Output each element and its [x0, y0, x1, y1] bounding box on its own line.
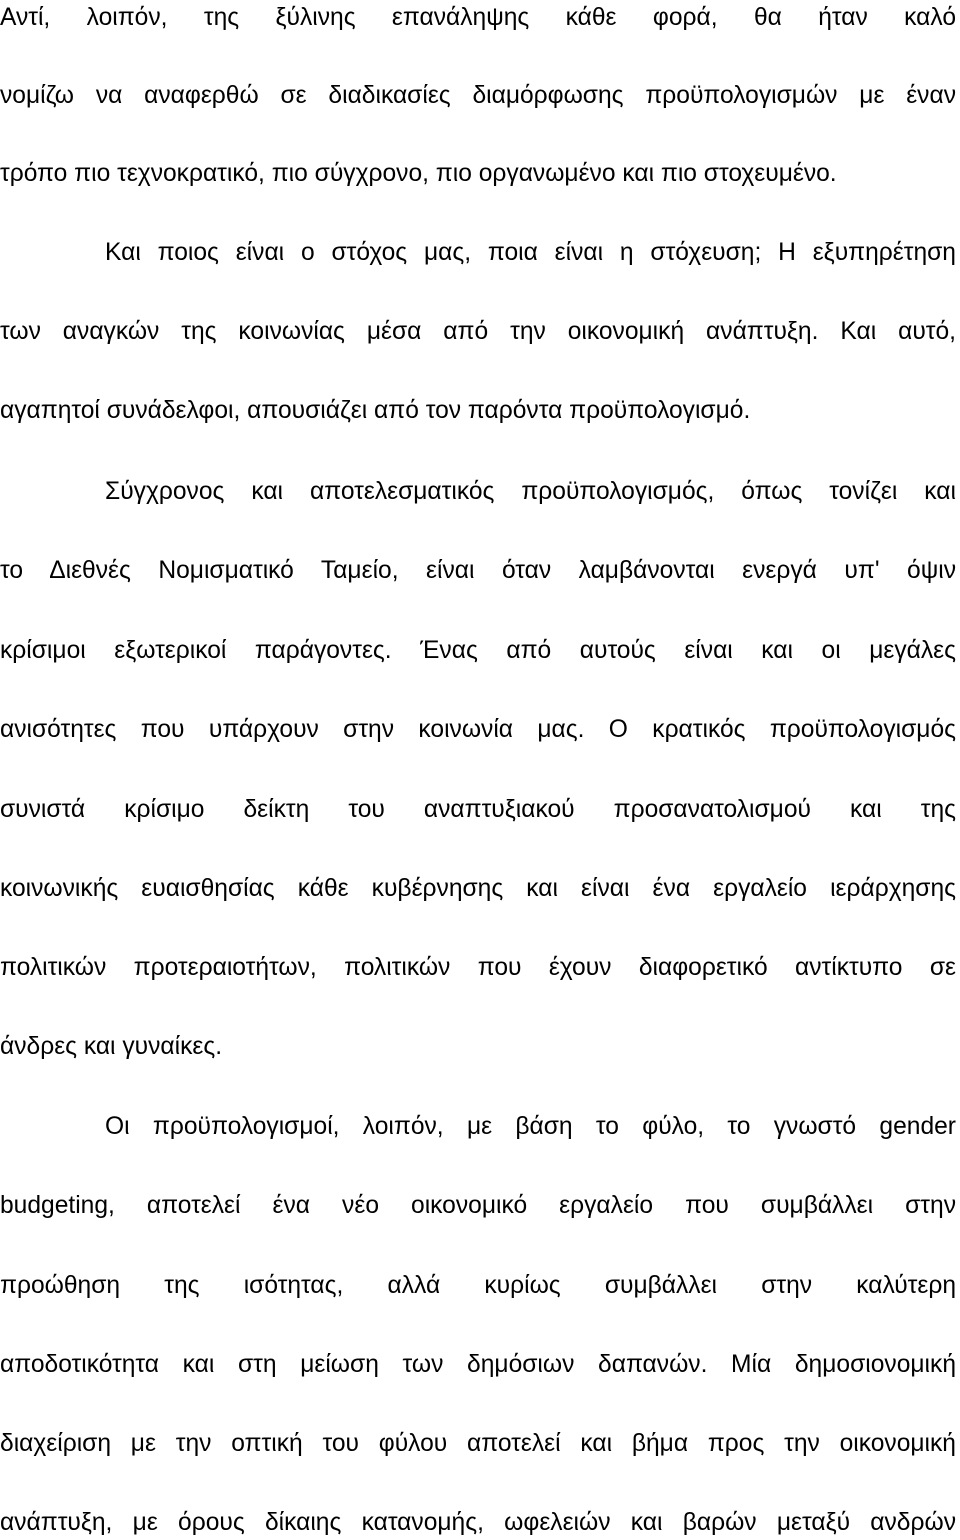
text-line: διαχείριση με την οπτική του φύλου αποτελεί και βήμα προς την οικονομική: [0, 1430, 956, 1457]
text-line: ανισότητες που υπάρχουν στην κοινωνία μας. Ο κρατικός προϋπολογισμός: [0, 716, 956, 743]
text-line: αποδοτικότητα και στη μείωση των δημόσιων δαπανών. Μία δημοσιονομική: [0, 1351, 956, 1378]
text-line: συνιστά κρίσιμο δείκτη του αναπτυξιακού προσανατολισμού και της: [0, 796, 956, 823]
text-line: προώθηση της ισότητας, αλλά κυρίως συμβάλλει στην καλύτερη: [0, 1272, 956, 1299]
text-line: κοινωνικής ευαισθησίας κάθε κυβέρνησης και είναι ένα εργαλείο ιεράρχησης: [0, 875, 956, 902]
text-line: τρόπο πιο τεχνοκρατικό, πιο σύγχρονο, πιο οργανωμένο και πιο στοχευμένο.: [0, 160, 837, 187]
text-line: Οι προϋπολογισμοί, λοιπόν, με βάση το φύλο, το γνωστό gender: [105, 1113, 956, 1140]
text-line: το Διεθνές Νομισματικό Ταμείο, είναι όταν λαμβάνονται ενεργά υπ' όψιν: [0, 557, 956, 584]
text-line: Και ποιος είναι ο στόχος μας, ποια είναι η στόχευση; Η εξυπηρέτηση: [105, 239, 956, 266]
text-line: νομίζω να αναφερθώ σε διαδικασίες διαμόρφωσης προϋπολογισμών με έναν: [0, 82, 956, 109]
text-line: budgeting, αποτελεί ένα νέο οικονομικό εργαλείο που συμβάλλει στην: [0, 1192, 956, 1219]
text-line: κρίσιμοι εξωτερικοί παράγοντες. Ένας από αυτούς είναι και οι μεγάλες: [0, 637, 956, 664]
text-line: ανάπτυξη, με όρους δίκαιης κατανομής, ωφελειών και βαρών μεταξύ ανδρών: [0, 1509, 956, 1536]
text-line: των αναγκών της κοινωνίας μέσα από την οικονομική ανάπτυξη. Και αυτό,: [0, 318, 956, 345]
text-line: αγαπητοί συνάδελφοι, απουσιάζει από τον παρόντα προϋπολογισμό.: [0, 397, 751, 424]
text-line: άνδρες και γυναίκες.: [0, 1033, 223, 1060]
text-line: Σύγχρονος και αποτελεσματικός προϋπολογισμός, όπως τονίζει και: [105, 478, 956, 505]
text-line: Αντί, λοιπόν, της ξύλινης επανάληψης κάθε φορά, θα ήταν καλό: [0, 4, 956, 31]
text-line: πολιτικών προτεραιοτήτων, πολιτικών που έχουν διαφορετικό αντίκτυπο σε: [0, 954, 956, 981]
